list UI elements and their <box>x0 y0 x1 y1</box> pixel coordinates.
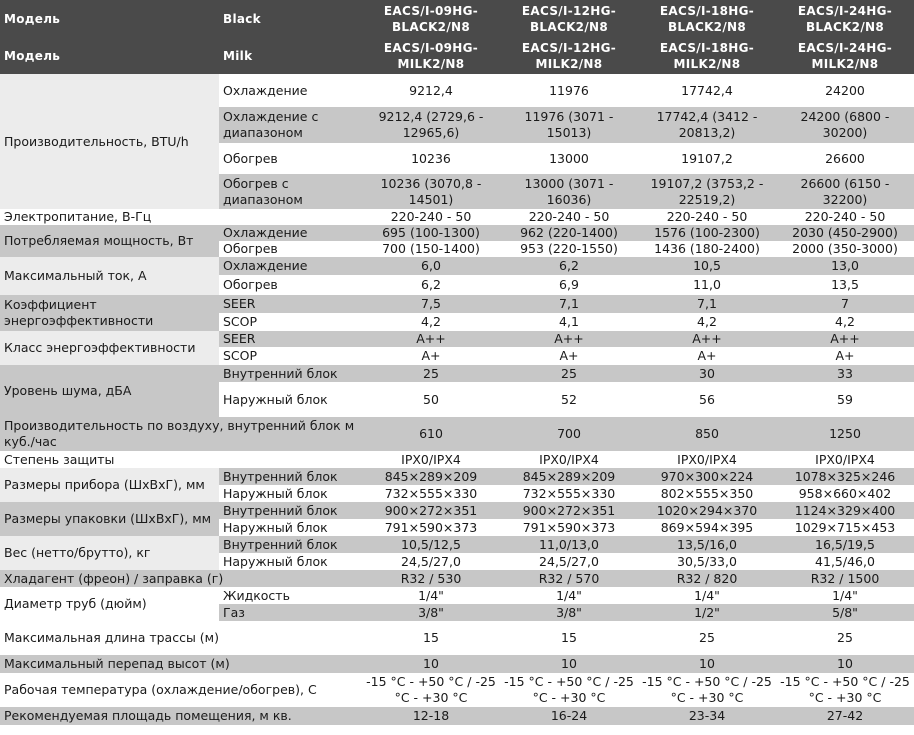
cell: 732×555×330 <box>500 485 638 502</box>
cell: 10,5 <box>638 257 776 275</box>
cell: 50 <box>362 382 500 417</box>
cell: 24,5/27,0 <box>362 553 500 570</box>
cell: 7,1 <box>500 295 638 313</box>
cell: 16,5/19,5 <box>776 536 914 553</box>
cell: 11,0/13,0 <box>500 536 638 553</box>
cell: 12-18 <box>362 707 500 725</box>
cell: 26600 <box>776 143 914 174</box>
row-label-room-area: Рекомендуемая площадь помещения, м кв. <box>0 707 362 725</box>
cell: IPX0/IPX4 <box>776 451 914 468</box>
cell: 24,5/27,0 <box>500 553 638 570</box>
cell: 1576 (100-2300) <box>638 225 776 241</box>
cell: 791×590×373 <box>500 519 638 536</box>
cell: 5/8" <box>776 604 914 621</box>
model-black-12: EACS/I-12HG-BLACK2/N8 <box>500 0 638 37</box>
cell: A+ <box>638 347 776 365</box>
table-row <box>0 225 914 241</box>
sub-label: Охлаждение <box>219 225 362 241</box>
cell: 11976 <box>500 74 638 107</box>
table-row <box>0 257 914 275</box>
cell: 59 <box>776 382 914 417</box>
model-milk-24: EACS/I-24HG-MILK2/N8 <box>776 37 914 74</box>
header-row-black <box>0 0 914 37</box>
sub-label: Внутренний блок <box>219 536 362 553</box>
table-row <box>0 417 914 451</box>
cell: 13000 (3071 - 16036) <box>500 174 638 209</box>
cell: R32 / 820 <box>638 570 776 587</box>
cell: -15 °C - +50 °C / -25 °C - +30 °C <box>500 673 638 707</box>
cell: 869×594×395 <box>638 519 776 536</box>
cell: 958×660×402 <box>776 485 914 502</box>
cell: 1/2" <box>638 604 776 621</box>
cell: 25 <box>500 365 638 382</box>
cell: 9212,4 <box>362 74 500 107</box>
table-row <box>0 331 914 347</box>
cell: 845×289×209 <box>500 468 638 485</box>
cell: IPX0/IPX4 <box>638 451 776 468</box>
cell: 700 (150-1400) <box>362 241 500 257</box>
sub-label: SEER <box>219 331 362 347</box>
cell: -15 °C - +50 °C / -25 °C - +30 °C <box>638 673 776 707</box>
cell: 700 <box>500 417 638 451</box>
cell: 610 <box>362 417 500 451</box>
row-label-power-supply: Электропитание, В-Гц <box>0 209 362 225</box>
cell: A+ <box>500 347 638 365</box>
table-row <box>0 502 914 519</box>
table-row <box>0 570 914 587</box>
cell: 23-34 <box>638 707 776 725</box>
table-row <box>0 365 914 382</box>
row-label-weight: Вес (нетто/брутто), кг <box>0 536 219 570</box>
model-black-09: EACS/I-09HG-BLACK2/N8 <box>362 0 500 37</box>
cell: 9212,4 (2729,6 - 12965,6) <box>362 107 500 143</box>
sub-label: Охлаждение <box>219 257 362 275</box>
cell: 6,0 <box>362 257 500 275</box>
sub-label: Охлаждение <box>219 74 362 107</box>
cell: 220-240 - 50 <box>362 209 500 225</box>
row-label-package-size: Размеры упаковки (ШхВхГ), мм <box>0 502 219 536</box>
cell: 16-24 <box>500 707 638 725</box>
cell: 850 <box>638 417 776 451</box>
sub-label: Обогрев <box>219 143 362 174</box>
table-row <box>0 536 914 553</box>
cell: 33 <box>776 365 914 382</box>
cell: 17742,4 (3412 - 20813,2) <box>638 107 776 143</box>
model-milk-09: EACS/I-09HG-MILK2/N8 <box>362 37 500 74</box>
cell: 1020×294×370 <box>638 502 776 519</box>
row-label-protection: Степень защиты <box>0 451 362 468</box>
table-row <box>0 74 914 107</box>
cell: 52 <box>500 382 638 417</box>
model-black-18: EACS/I-18HG-BLACK2/N8 <box>638 0 776 37</box>
cell: 13,5 <box>776 275 914 295</box>
cell: 1/4" <box>776 587 914 604</box>
table-row <box>0 295 914 313</box>
table-row <box>0 209 914 225</box>
cell: IPX0/IPX4 <box>500 451 638 468</box>
sub-label: Наружный блок <box>219 553 362 570</box>
cell: A++ <box>638 331 776 347</box>
cell: 30 <box>638 365 776 382</box>
cell: 10 <box>776 655 914 673</box>
model-label-black: Модель <box>0 0 219 37</box>
model-milk-12: EACS/I-12HG-MILK2/N8 <box>500 37 638 74</box>
cell: 2000 (350-3000) <box>776 241 914 257</box>
sub-label: Внутренний блок <box>219 502 362 519</box>
row-label-max-height: Максимальный перепад высот (м) <box>0 655 362 673</box>
sub-label: SEER <box>219 295 362 313</box>
sub-label: Обогрев <box>219 241 362 257</box>
cell: 13,5/16,0 <box>638 536 776 553</box>
cell: 24200 (6800 - 30200) <box>776 107 914 143</box>
cell: 19107,2 (3753,2 - 22519,2) <box>638 174 776 209</box>
table-row <box>0 621 914 655</box>
cell: 900×272×351 <box>500 502 638 519</box>
cell: 30,5/33,0 <box>638 553 776 570</box>
cell: 27-42 <box>776 707 914 725</box>
table-row <box>0 673 914 707</box>
cell: 695 (100-1300) <box>362 225 500 241</box>
sub-label: Внутренний блок <box>219 365 362 382</box>
cell: 220-240 - 50 <box>638 209 776 225</box>
cell: R32 / 570 <box>500 570 638 587</box>
row-label-max-length: Максимальная длина трассы (м) <box>0 621 362 655</box>
table-row <box>0 655 914 673</box>
cell: A++ <box>362 331 500 347</box>
sub-label: Наружный блок <box>219 519 362 536</box>
color-milk-label: Milk <box>219 37 362 74</box>
table-row <box>0 707 914 725</box>
cell: 7 <box>776 295 914 313</box>
cell: 6,9 <box>500 275 638 295</box>
cell: 25 <box>638 621 776 655</box>
cell: 220-240 - 50 <box>500 209 638 225</box>
cell: 1078×325×246 <box>776 468 914 485</box>
cell: 10236 (3070,8 - 14501) <box>362 174 500 209</box>
row-label-performance: Производительность, BTU/h <box>0 74 219 209</box>
row-label-power-consumption: Потребляемая мощность, Вт <box>0 225 219 257</box>
row-label-refrigerant: Хладагент (фреон) / заправка (г) <box>0 570 362 587</box>
cell: 845×289×209 <box>362 468 500 485</box>
cell: 4,2 <box>776 313 914 331</box>
sub-label: SCOP <box>219 347 362 365</box>
sub-label: SCOP <box>219 313 362 331</box>
cell: 1/4" <box>500 587 638 604</box>
cell: A++ <box>776 331 914 347</box>
row-label-efficiency-coef: Коэффициент энергоэффективности <box>0 295 219 331</box>
cell: 1029×715×453 <box>776 519 914 536</box>
cell: 1/4" <box>362 587 500 604</box>
cell: 2030 (450-2900) <box>776 225 914 241</box>
sub-label: Охлаждение с диапазоном <box>219 107 362 143</box>
sub-label: Обогрев <box>219 275 362 295</box>
cell: 802×555×350 <box>638 485 776 502</box>
cell: 1436 (180-2400) <box>638 241 776 257</box>
cell: 4,2 <box>362 313 500 331</box>
cell: 1250 <box>776 417 914 451</box>
row-label-max-current: Максимальный ток, А <box>0 257 219 295</box>
table-row <box>0 468 914 485</box>
cell: 24200 <box>776 74 914 107</box>
cell: 10 <box>500 655 638 673</box>
cell: 17742,4 <box>638 74 776 107</box>
color-black-label: Black <box>219 0 362 37</box>
cell: 3/8" <box>362 604 500 621</box>
cell: 26600 (6150 - 32200) <box>776 174 914 209</box>
cell: 900×272×351 <box>362 502 500 519</box>
cell: 19107,2 <box>638 143 776 174</box>
sub-label: Обогрев с диапазоном <box>219 174 362 209</box>
cell: 6,2 <box>500 257 638 275</box>
cell: A+ <box>776 347 914 365</box>
cell: 13000 <box>500 143 638 174</box>
cell: -15 °C - +50 °C / -25 °C - +30 °C <box>776 673 914 707</box>
sub-label: Наружный блок <box>219 382 362 417</box>
cell: A+ <box>362 347 500 365</box>
cell: 10236 <box>362 143 500 174</box>
cell: 56 <box>638 382 776 417</box>
cell: 962 (220-1400) <box>500 225 638 241</box>
sub-label: Внутренний блок <box>219 468 362 485</box>
model-milk-18: EACS/I-18HG-MILK2/N8 <box>638 37 776 74</box>
row-label-airflow: Производительность по воздуху, внутренний блок м куб./час <box>0 417 362 451</box>
row-label-noise: Уровень шума, дБА <box>0 365 219 417</box>
cell: -15 °C - +50 °C / -25 °C - +30 °C <box>362 673 500 707</box>
cell: 791×590×373 <box>362 519 500 536</box>
sub-label: Жидкость <box>219 587 362 604</box>
cell: 220-240 - 50 <box>776 209 914 225</box>
cell: A++ <box>500 331 638 347</box>
row-label-efficiency-class: Класс энергоэффективности <box>0 331 219 365</box>
cell: 7,1 <box>638 295 776 313</box>
cell: 4,1 <box>500 313 638 331</box>
table-row <box>0 451 914 468</box>
sub-label: Газ <box>219 604 362 621</box>
row-label-pipe-diameter: Диаметр труб (дюйм) <box>0 587 219 621</box>
cell: 15 <box>500 621 638 655</box>
cell: 25 <box>776 621 914 655</box>
cell: 10,5/12,5 <box>362 536 500 553</box>
row-label-work-temp: Рабочая температура (охлаждение/обогрев), С <box>0 673 362 707</box>
cell: R32 / 1500 <box>776 570 914 587</box>
cell: 970×300×224 <box>638 468 776 485</box>
cell: 6,2 <box>362 275 500 295</box>
cell: 1/4" <box>638 587 776 604</box>
cell: 4,2 <box>638 313 776 331</box>
cell: 13,0 <box>776 257 914 275</box>
sub-label: Наружный блок <box>219 485 362 502</box>
cell: 7,5 <box>362 295 500 313</box>
cell: 11976 (3071 - 15013) <box>500 107 638 143</box>
cell: 11,0 <box>638 275 776 295</box>
cell: 10 <box>638 655 776 673</box>
row-label-unit-size: Размеры прибора (ШхВхГ), мм <box>0 468 219 502</box>
table-row <box>0 587 914 604</box>
model-label-milk: Модель <box>0 37 219 74</box>
cell: IPX0/IPX4 <box>362 451 500 468</box>
cell: 25 <box>362 365 500 382</box>
cell: 953 (220-1550) <box>500 241 638 257</box>
header-row-milk <box>0 37 914 74</box>
model-black-24: EACS/I-24HG-BLACK2/N8 <box>776 0 914 37</box>
cell: 3/8" <box>500 604 638 621</box>
cell: R32 / 530 <box>362 570 500 587</box>
cell: 15 <box>362 621 500 655</box>
cell: 1124×329×400 <box>776 502 914 519</box>
cell: 732×555×330 <box>362 485 500 502</box>
cell: 10 <box>362 655 500 673</box>
cell: 41,5/46,0 <box>776 553 914 570</box>
